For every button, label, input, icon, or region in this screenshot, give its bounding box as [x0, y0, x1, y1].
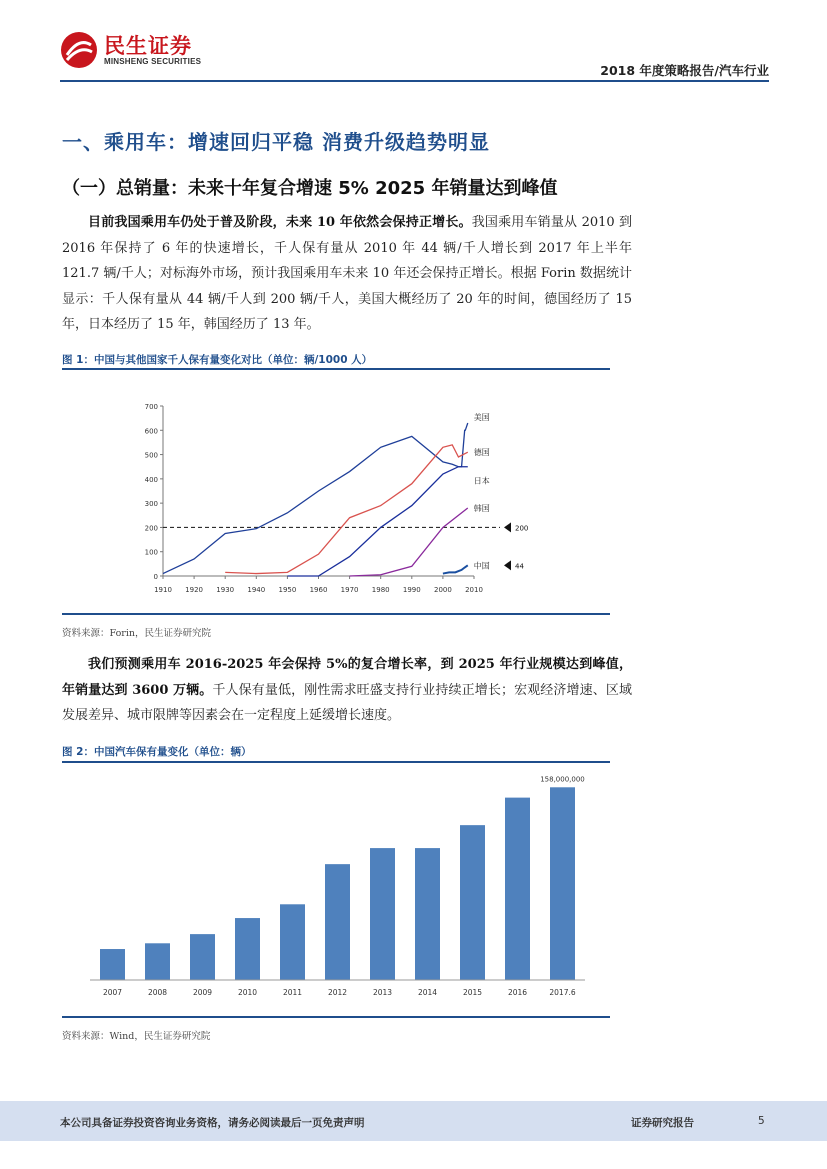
series-line-德国 — [225, 445, 468, 574]
page-number: 5 — [758, 1115, 765, 1127]
bar-data-label: 158,000,000 — [540, 775, 585, 784]
paragraph-2-text: 千人保有量低，刚性需求旺盛支持行业持续正增长；宏观经济增速、区域发展差异、城市限牌等因素会在一定程度上延缓增长速度。 — [62, 682, 632, 723]
figure-2-title: 图 2：中国汽车保有量变化（单位：辆） — [62, 746, 252, 758]
y-tick-label: 700 — [144, 403, 158, 411]
y-tick-label: 0 — [153, 573, 158, 581]
y-tick-label: 300 — [144, 500, 158, 509]
x-tick-label: 2010 — [237, 988, 258, 997]
figure-1-title: 图 1：中国与其他国家千人保有量变化对比（单位：辆/1000 人） — [62, 354, 373, 366]
subsection-title: （一）总销量：未来十年复合增速 5% 2025 年销量达到峰值 — [62, 178, 558, 199]
x-tick-label: 1950 — [278, 586, 297, 594]
x-tick-label: 2012 — [327, 988, 348, 997]
vehicle-stock-bar-chart — [85, 775, 605, 1005]
bar-2015 — [460, 825, 485, 980]
series-label-日本: 日本 — [473, 476, 490, 486]
bar-2011 — [280, 904, 305, 980]
series-line-日本 — [287, 467, 467, 576]
series-label-德国: 德国 — [473, 448, 490, 458]
company-logo — [60, 31, 201, 69]
minsheng-logo-icon — [60, 31, 98, 69]
series-line-中国 — [443, 565, 468, 573]
bar-2013 — [370, 848, 395, 980]
x-tick-label: 1930 — [216, 586, 235, 594]
x-tick-label: 2009 — [192, 988, 213, 997]
x-tick-label: 1910 — [154, 586, 172, 594]
footer-disclaimer: 本公司具备证券投资咨询业务资格，请务必阅读最后一页免责声明 — [60, 1117, 365, 1129]
x-tick-label: 2016 — [507, 988, 528, 997]
x-tick-label: 2015 — [462, 988, 483, 997]
x-tick-label: 2008 — [147, 988, 168, 997]
paragraph-1 — [62, 210, 632, 338]
series-line-美国 — [163, 423, 468, 574]
series-label-韩国: 韩国 — [473, 504, 490, 513]
paragraph-1-text: 我国乘用车销量从 2010 到 2016 年保持了 6 年的快速增长，千人保有量从 2010 年 44 辆/千人增长到 2017 年上半年 121.7 辆/千人；对标海外市场，预计我国乘用车未来 10 年还会保持正增长。根据 Forin 数据统计显示：千人保有量从 44 辆/千人到 200 辆/千人，美国大概经历了 20 年的时间，德国经历了 15 年，日本经历了 15 年，韩国经历了 13 年。 — [62, 215, 632, 332]
footer-report-type: 证券研究报告 — [631, 1117, 694, 1129]
bar-2009 — [190, 934, 215, 980]
annotation-label: 44 — [515, 562, 524, 571]
figure-2-source: 资料来源：Wind，民生证券研究院 — [62, 1031, 211, 1042]
series-label-美国: 美国 — [473, 413, 490, 422]
bar-2017.6 — [550, 787, 575, 980]
y-tick-label: 100 — [144, 548, 158, 557]
y-tick-label: 600 — [144, 427, 158, 436]
annotation-arrow-icon — [504, 560, 511, 570]
figure-2-top-rule — [62, 761, 610, 763]
header-divider — [60, 80, 769, 82]
figure-1-bottom-rule — [62, 613, 610, 615]
report-title: 2018 年度策略报告/汽车行业 — [600, 63, 769, 78]
paragraph-1-bold: 目前我国乘用车仍处于普及阶段，未来 10 年依然会保持正增长。 — [88, 215, 472, 230]
section-title: 一、乘用车：增速回归平稳 消费升级趋势明显 — [62, 130, 490, 154]
x-tick-label: 1960 — [309, 586, 328, 594]
bar-2014 — [415, 848, 440, 980]
y-tick-label: 200 — [144, 524, 158, 533]
x-tick-label: 2014 — [417, 988, 438, 997]
figure-2-bottom-rule — [62, 1016, 610, 1018]
y-tick-label: 400 — [144, 475, 158, 484]
bar-2010 — [235, 918, 260, 980]
x-tick-label: 1990 — [402, 586, 421, 594]
reference-arrow-icon — [504, 522, 511, 532]
reference-line-label: 200 — [515, 524, 529, 533]
x-tick-label: 2000 — [433, 586, 452, 594]
series-label-中国: 中国 — [473, 561, 490, 571]
page-footer — [0, 1101, 827, 1141]
x-tick-label: 1940 — [247, 586, 266, 594]
series-line-韩国 — [350, 508, 468, 576]
bar-2012 — [325, 864, 350, 980]
bar-2008 — [145, 943, 170, 980]
ownership-line-chart — [140, 395, 540, 600]
logo-cn-text: 民生证券 — [104, 33, 192, 58]
figure-1-top-rule — [62, 368, 610, 370]
x-tick-label: 2007 — [102, 988, 123, 997]
x-tick-label: 2013 — [372, 988, 393, 997]
x-tick-label: 1980 — [371, 586, 390, 594]
y-tick-label: 500 — [144, 451, 158, 460]
x-tick-label: 1920 — [185, 586, 204, 594]
paragraph-2-bold: 我们预测乘用车 2016-2025 年会保持 5%的复合增长率，到 2025 年行业规模达到峰值，年销量达到 3600 万辆。 — [62, 657, 632, 698]
bar-2016 — [505, 798, 530, 980]
x-tick-label: 1970 — [340, 586, 359, 594]
figure-1-source: 资料来源：Forin，民生证券研究院 — [62, 628, 211, 639]
x-tick-label: 2011 — [282, 988, 303, 997]
logo-en-text: MINSHENG SECURITIES — [104, 56, 202, 66]
x-tick-label: 2017.6 — [549, 988, 576, 997]
x-tick-label: 2010 — [465, 586, 483, 594]
bar-2007 — [100, 949, 125, 980]
paragraph-2 — [62, 652, 632, 729]
